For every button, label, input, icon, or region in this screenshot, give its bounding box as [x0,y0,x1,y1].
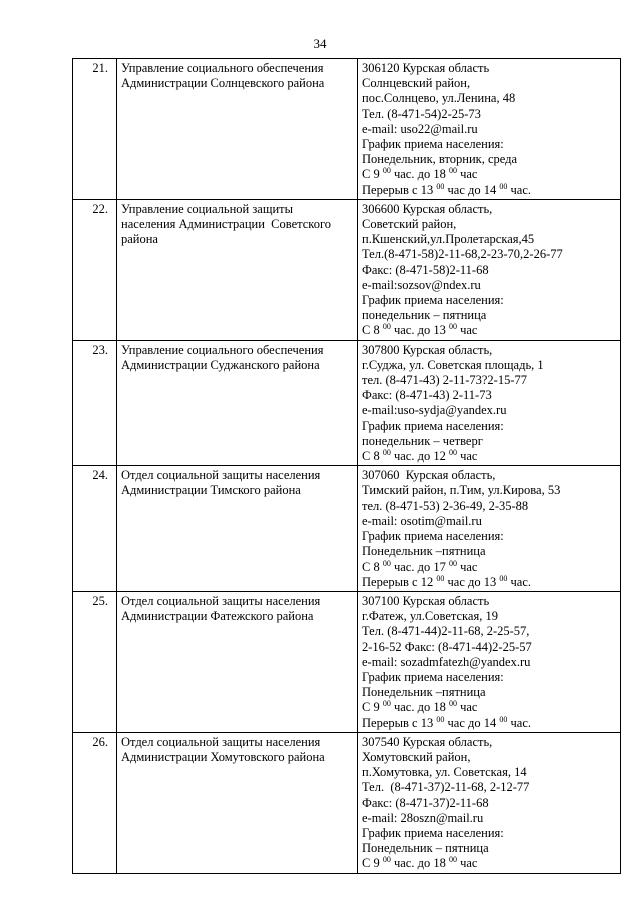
contact-info-line: тел. (8-471-43) 2-11-73?2-15-77 [362,373,528,388]
contact-info-line: Тимский район, п.Тим, ул.Кирова, 53 [362,483,561,498]
superscript-minutes: 00 [499,714,508,724]
contact-info-line: Понедельник, вторник, среда [362,152,518,167]
contact-info-line: понедельник – пятница [362,308,487,323]
contact-info-line: С 8 $^{00}$ час. до 12 $^{00}$ час [362,448,478,464]
contact-info-line: Факс: (8-471-58)2-11-68 [362,262,489,277]
row-number: 23. [73,340,117,466]
contact-info-line: Факс: (8-471-37)2-11-68 [362,795,489,810]
superscript-minutes: 00 [436,181,445,191]
contact-info-line: понедельник – четверг [362,433,483,448]
superscript-minutes: 00 [382,855,391,865]
contact-info-line: 307800 Курская область, [362,342,493,357]
organization-name-line: населения Администрации Советского [121,217,332,232]
organization-name-line: Управление социального обеспечения [121,342,324,357]
table-row [73,340,621,466]
organization-name-line: Управление социальной защиты [121,201,294,216]
contact-info-line: Понедельник –пятница [362,544,486,559]
contact-info-line: Хомутовский район, [362,749,471,764]
contact-info-line: С 8 $^{00}$ час. до 17 $^{00}$ час [362,558,478,574]
contact-info-line: п.Хомутовка, ул. Советская, 14 [362,765,527,780]
contact-info-line: Понедельник –пятница [362,685,486,700]
organization-name-line: Администрации Суджанского района [121,357,320,372]
superscript-minutes: 00 [382,166,391,176]
superscript-minutes: 00 [448,855,457,865]
superscript-minutes: 00 [499,573,508,583]
organization-name-cell [117,466,358,592]
contact-info-line: Перерыв с 12 $^{00}$ час до 13 $^{00}$ час. [362,573,531,589]
contact-info-cell [358,732,621,873]
social-protection-directory-table [72,58,621,874]
organization-name-line: Отдел социальной защиты населения [121,734,321,749]
contact-info-line: 307060 Курская область, [362,468,496,483]
contact-info-line: e-mail:sozsov@ndex.ru [362,277,481,292]
contact-info-line: График приема населения: [362,293,504,308]
contact-info-line: Тел. (8-471-54)2-25-73 [362,106,481,121]
organization-name-line: Администрации Хомутовского района [121,749,325,764]
contact-info-line: тел. (8-471-53) 2-36-49, 2-35-88 [362,498,529,513]
contact-info-line: e-mail: uso22@mail.ru [362,121,478,136]
organization-name-cell [117,199,358,340]
contact-info-line: Перерыв с 13 $^{00}$ час до 14 $^{00}$ час. [362,181,531,197]
contact-info-cell [358,340,621,466]
row-number: 22. [73,199,117,340]
organization-name-cell [117,59,358,200]
contact-info-line: С 9 $^{00}$ час. до 18 $^{00}$ час [362,699,478,715]
contact-info-line: График приема населения: [362,137,504,152]
contact-info-line: Факс: (8-471-43) 2-11-73 [362,388,492,403]
organization-name-line: Администрации Солнцевского района [121,76,325,91]
contact-info-line: Советский район, [362,217,457,232]
contact-info-line: 2-16-52 Факс: (8-471-44)2-25-57 [362,639,532,654]
table-row [73,199,621,340]
organization-name-line: Управление социального обеспечения [121,61,324,75]
row-number: 21. [73,59,117,200]
superscript-minutes: 00 [382,699,391,709]
table-row [73,591,621,732]
table-row [73,59,621,200]
organization-name-line: Администрации Тимского района [121,483,301,498]
superscript-minutes: 00 [382,558,391,568]
organization-name-line: Отдел социальной защиты населения [121,468,321,483]
contact-info-cell [358,591,621,732]
contact-info-line: пос.Солнцево, ул.Ленина, 48 [362,91,516,106]
superscript-minutes: 00 [448,558,457,568]
superscript-minutes: 00 [436,714,445,724]
page-number: 34 [313,36,327,51]
contact-info-line: e-mail: sozadmfatezh@yandex.ru [362,654,531,669]
contact-info-line: График приема населения: [362,825,504,840]
contact-info-line: График приема населения: [362,529,504,544]
contact-info-line: График приема населения: [362,418,504,433]
contact-info-line: e-mail: osotim@mail.ru [362,513,482,528]
row-number: 24. [73,466,117,592]
contact-info-line: п.Кшенский,ул.Пролетарская,45 [362,232,535,247]
row-number: 25. [73,591,117,732]
table-row [73,466,621,592]
contact-info-line: 307100 Курская область [362,593,490,608]
organization-name-cell [117,340,358,466]
contact-info-line: Солнцевский район, [362,76,471,91]
contact-info-line: Тел. (8-471-37)2-11-68, 2-12-77 [362,780,530,795]
superscript-minutes: 00 [448,448,457,458]
table-row [73,732,621,873]
contact-info-line: e-mail:uso-sydja@yandex.ru [362,403,507,418]
contact-info-line: Тел.(8-471-58)2-11-68,2-23-70,2-26-77 [362,247,563,262]
superscript-minutes: 00 [382,448,391,458]
organization-name-line: Отдел социальной защиты населения [121,593,321,608]
contact-info-line: 306600 Курская область, [362,201,493,216]
contact-info-cell [358,199,621,340]
contact-info-line: Тел. (8-471-44)2-11-68, 2-25-57, [362,624,530,639]
organization-name-cell [117,732,358,873]
organization-name-cell [117,591,358,732]
contact-info-line: 307540 Курская область, [362,734,493,749]
contact-info-line: г.Суджа, ул. Советская площадь, 1 [362,357,544,372]
contact-info-line: С 9 $^{00}$ час. до 18 $^{00}$ час [362,166,478,182]
contact-info-cell [358,59,621,200]
table-body [73,59,621,874]
contact-info-line: График приема населения: [362,669,504,684]
contact-info-line: г.Фатеж, ул.Советская, 19 [362,609,498,624]
superscript-minutes: 00 [448,166,457,176]
superscript-minutes: 00 [448,699,457,709]
superscript-minutes: 00 [448,322,457,332]
organization-name-line: района [121,232,158,247]
superscript-minutes: 00 [436,573,445,583]
contact-info-line: e-mail: 28oszn@mail.ru [362,810,484,825]
superscript-minutes: 00 [499,181,508,191]
contact-info-line: С 9 $^{00}$ час. до 18 $^{00}$ час [362,855,478,871]
contact-info-line: С 8 $^{00}$ час. до 13 $^{00}$ час [362,322,478,338]
contact-info-line: Перерыв с 13 $^{00}$ час до 14 $^{00}$ час. [362,714,531,730]
organization-name-line: Администрации Фатежского района [121,609,314,624]
contact-info-line: 306120 Курская область [362,61,490,75]
contact-info-line: Понедельник – пятница [362,841,489,856]
contact-info-cell [358,466,621,592]
row-number: 26. [73,732,117,873]
superscript-minutes: 00 [382,322,391,332]
